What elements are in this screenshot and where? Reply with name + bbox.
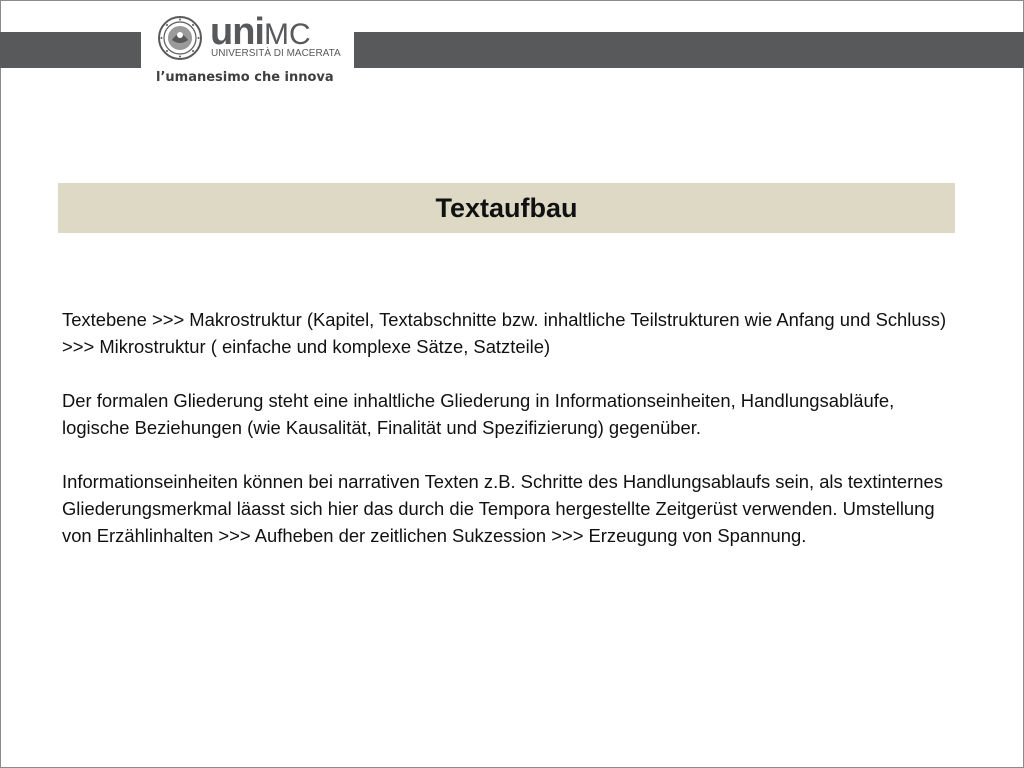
brand-mc: MC [263,18,311,51]
tagline: l’umanesimo che innova [156,70,334,85]
brand-uni: uni [210,11,264,53]
university-logo [150,8,346,90]
paragraph: Textebene >>> Makrostruktur (Kapitel, Textabschnitte bzw. inhaltliche Teilstrukturen wie Anfang und Schluss) >>> Mikrostruktur ( einfache und komplexe Sätze, Satzteile) [62,309,947,357]
paragraph: Informationseinheiten können bei narrativen Texten z.B. Schritte des Handlungsablaufs sein, als textinternes Gliederungsmerkmal läasst sich hier das durch die Tempora hergestellte Zeitgerüst verwenden. Umstellung von Erzählinhalten >>> Aufheben der zeitlichen Sukzession >>> Erzeugung von Spannung. [62,471,943,546]
brand-subtitle: UNIVERSITÀ DI MACERATA [211,48,341,59]
header-bar-right [354,32,1024,68]
paragraph: Der formalen Gliederung steht eine inhaltliche Gliederung in Informationseinheiten, Handlungsabläufe, logische Beziehungen (wie Kausalität, Finalität und Spezifizierung) gegenüber. [62,390,895,438]
header-bar-left [0,32,141,68]
brand-name [210,11,311,53]
slide-body [62,306,962,576]
title-band [58,183,955,233]
slide-title: Textaufbau [435,192,578,223]
university-seal-icon [158,16,202,60]
